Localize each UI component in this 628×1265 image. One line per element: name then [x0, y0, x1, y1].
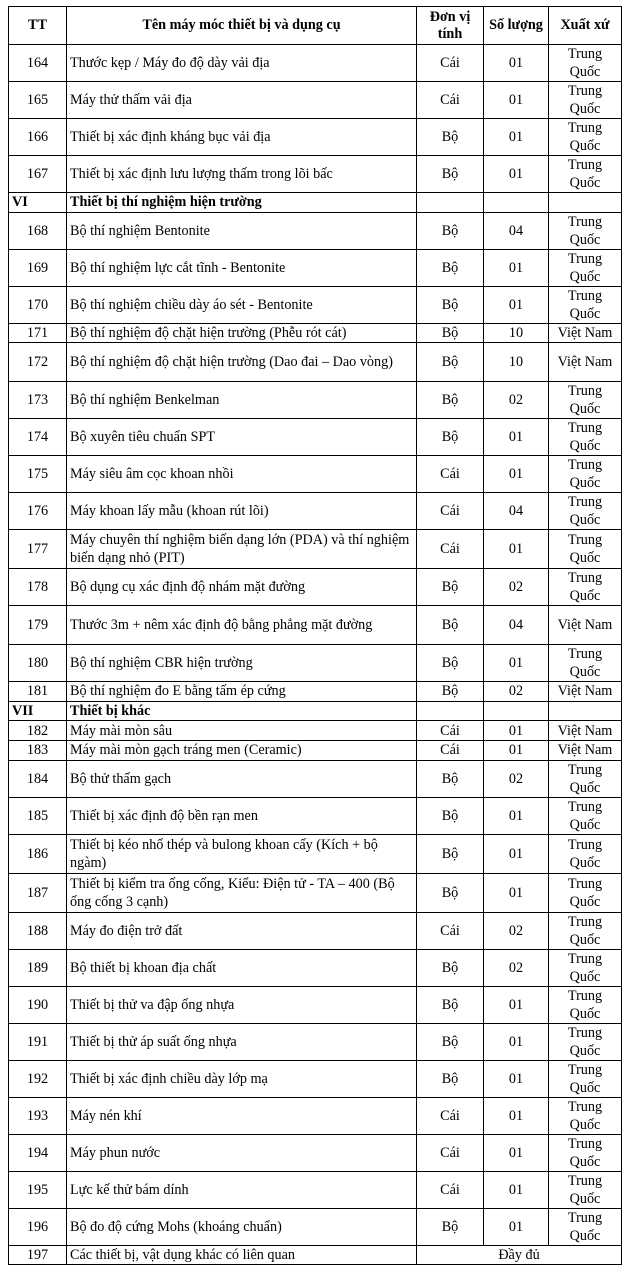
unit-cell: Bộ — [417, 873, 484, 912]
row-number: 169 — [9, 249, 67, 286]
row-number: 181 — [9, 682, 67, 702]
row-number: 193 — [9, 1097, 67, 1134]
unit-cell: Bộ — [417, 382, 484, 419]
origin-cell: Trung Quốc — [549, 530, 622, 569]
unit-cell: Bộ — [417, 156, 484, 193]
row-number: 188 — [9, 912, 67, 949]
row-number: 185 — [9, 797, 67, 834]
quantity-cell: 04 — [484, 493, 549, 530]
equipment-name: Bộ thí nghiệm chiều dày áo sét - Bentonite — [67, 286, 417, 323]
section-number: VII — [9, 701, 67, 721]
equipment-name: Máy chuyên thí nghiệm biến dạng lớn (PDA) và thí nghiệm biến dạng nhỏ (PIT) — [67, 530, 417, 569]
table-row — [9, 873, 622, 912]
origin-cell: Trung Quốc — [549, 797, 622, 834]
equipment-name: Bộ thử thấm gạch — [67, 760, 417, 797]
table-row — [9, 1171, 622, 1208]
quantity-cell: 02 — [484, 912, 549, 949]
table-row — [9, 760, 622, 797]
table-row — [9, 569, 622, 606]
row-number: 166 — [9, 119, 67, 156]
unit-cell: Cái — [417, 493, 484, 530]
table-row — [9, 419, 622, 456]
equipment-name: Máy mài mòn gạch tráng men (Ceramic) — [67, 740, 417, 760]
unit-cell: Bộ — [417, 343, 484, 382]
unit-cell: Cái — [417, 530, 484, 569]
row-number: 167 — [9, 156, 67, 193]
row-number: 170 — [9, 286, 67, 323]
table-row — [9, 834, 622, 873]
unit-cell: Bộ — [417, 682, 484, 702]
section-row — [9, 193, 622, 213]
row-number: 183 — [9, 740, 67, 760]
quantity-cell: 01 — [484, 119, 549, 156]
origin-cell: Trung Quốc — [549, 1208, 622, 1245]
origin-cell: Trung Quốc — [549, 419, 622, 456]
origin-cell: Trung Quốc — [549, 212, 622, 249]
equipment-name: Bộ thí nghiệm Benkelman — [67, 382, 417, 419]
quantity-cell: 02 — [484, 569, 549, 606]
table-row — [9, 1134, 622, 1171]
quantity-cell: 04 — [484, 606, 549, 645]
empty-cell — [549, 193, 622, 213]
table-row — [9, 1023, 622, 1060]
origin-cell: Trung Quốc — [549, 249, 622, 286]
origin-cell: Trung Quốc — [549, 834, 622, 873]
origin-cell: Trung Quốc — [549, 760, 622, 797]
empty-cell — [549, 701, 622, 721]
table-row — [9, 323, 622, 343]
quantity-cell: 01 — [484, 1060, 549, 1097]
origin-cell: Trung Quốc — [549, 912, 622, 949]
equipment-name: Máy mài mòn sâu — [67, 721, 417, 741]
origin-cell: Việt Nam — [549, 721, 622, 741]
quantity-cell: 01 — [484, 456, 549, 493]
origin-cell: Việt Nam — [549, 323, 622, 343]
origin-cell: Trung Quốc — [549, 569, 622, 606]
quantity-cell: 01 — [484, 1097, 549, 1134]
quantity-cell: 01 — [484, 249, 549, 286]
origin-cell: Trung Quốc — [549, 873, 622, 912]
quantity-cell: 01 — [484, 645, 549, 682]
unit-cell: Cái — [417, 1171, 484, 1208]
origin-cell: Trung Quốc — [549, 156, 622, 193]
table-row — [9, 530, 622, 569]
row-number: 180 — [9, 645, 67, 682]
row-number: 172 — [9, 343, 67, 382]
origin-cell: Việt Nam — [549, 343, 622, 382]
row-number: 171 — [9, 323, 67, 343]
table-body — [9, 45, 622, 1265]
unit-cell: Cái — [417, 721, 484, 741]
quantity-cell: 01 — [484, 721, 549, 741]
table-row — [9, 645, 622, 682]
equipment-name: Các thiết bị, vật dụng khác có liên quan — [67, 1245, 417, 1265]
quantity-cell: 01 — [484, 156, 549, 193]
row-number: 175 — [9, 456, 67, 493]
origin-cell: Việt Nam — [549, 740, 622, 760]
section-title: Thiết bị khác — [67, 701, 417, 721]
equipment-name: Máy đo điện trở đất — [67, 912, 417, 949]
row-number: 182 — [9, 721, 67, 741]
unit-cell: Bộ — [417, 249, 484, 286]
unit-cell: Cái — [417, 740, 484, 760]
equipment-name: Thiết bị xác định lưu lượng thấm trong lõi bấc — [67, 156, 417, 193]
header-qty: Số lượng — [484, 7, 549, 45]
quantity-cell: 01 — [484, 530, 549, 569]
row-number: 186 — [9, 834, 67, 873]
origin-cell: Trung Quốc — [549, 949, 622, 986]
equipment-name: Bộ thiết bị khoan địa chất — [67, 949, 417, 986]
origin-cell: Trung Quốc — [549, 45, 622, 82]
equipment-name: Máy phun nước — [67, 1134, 417, 1171]
row-number: 194 — [9, 1134, 67, 1171]
quantity-cell: 01 — [484, 740, 549, 760]
row-note: Đầy đủ — [417, 1245, 622, 1265]
table-row — [9, 1245, 622, 1265]
quantity-cell: 01 — [484, 82, 549, 119]
row-number: 165 — [9, 82, 67, 119]
equipment-name: Máy nén khí — [67, 1097, 417, 1134]
origin-cell: Trung Quốc — [549, 1171, 622, 1208]
row-number: 177 — [9, 530, 67, 569]
origin-cell: Trung Quốc — [549, 493, 622, 530]
quantity-cell: 01 — [484, 986, 549, 1023]
unit-cell: Cái — [417, 1134, 484, 1171]
empty-cell — [484, 701, 549, 721]
row-number: 173 — [9, 382, 67, 419]
equipment-name: Thiết bị kiểm tra ống cống, Kiểu: Điện tử - TA – 400 (Bộ ống cống 3 cạnh) — [67, 873, 417, 912]
equipment-name: Bộ thí nghiệm độ chặt hiện trường (Dao đai – Dao vòng) — [67, 343, 417, 382]
row-number: 195 — [9, 1171, 67, 1208]
table-row — [9, 249, 622, 286]
row-number: 174 — [9, 419, 67, 456]
table-row — [9, 1060, 622, 1097]
equipment-name: Máy thử thấm vải địa — [67, 82, 417, 119]
row-number: 176 — [9, 493, 67, 530]
origin-cell: Trung Quốc — [549, 986, 622, 1023]
unit-cell: Cái — [417, 82, 484, 119]
table-row — [9, 212, 622, 249]
quantity-cell: 02 — [484, 682, 549, 702]
table-row — [9, 606, 622, 645]
origin-cell: Trung Quốc — [549, 1097, 622, 1134]
quantity-cell: 01 — [484, 286, 549, 323]
quantity-cell: 04 — [484, 212, 549, 249]
quantity-cell: 10 — [484, 343, 549, 382]
equipment-name: Thước kẹp / Máy đo độ dày vải địa — [67, 45, 417, 82]
table-row — [9, 912, 622, 949]
unit-cell: Cái — [417, 1097, 484, 1134]
table-row — [9, 156, 622, 193]
equipment-name: Bộ thí nghiệm đo E bằng tấm ép cứng — [67, 682, 417, 702]
quantity-cell: 02 — [484, 949, 549, 986]
table-row — [9, 682, 622, 702]
equipment-name: Thiết bị xác định độ bền rạn men — [67, 797, 417, 834]
origin-cell: Trung Quốc — [549, 456, 622, 493]
equipment-name: Thiết bị xác định chiều dày lớp mạ — [67, 1060, 417, 1097]
quantity-cell: 01 — [484, 873, 549, 912]
equipment-name: Lực kế thử bám dính — [67, 1171, 417, 1208]
unit-cell: Bộ — [417, 760, 484, 797]
unit-cell: Bộ — [417, 1060, 484, 1097]
table-row — [9, 286, 622, 323]
quantity-cell: 01 — [484, 834, 549, 873]
quantity-cell: 01 — [484, 1023, 549, 1060]
origin-cell: Trung Quốc — [549, 382, 622, 419]
row-number: 184 — [9, 760, 67, 797]
row-number: 196 — [9, 1208, 67, 1245]
header-name: Tên máy móc thiết bị và dụng cụ — [67, 7, 417, 45]
quantity-cell: 01 — [484, 797, 549, 834]
quantity-cell: 10 — [484, 323, 549, 343]
quantity-cell: 01 — [484, 1171, 549, 1208]
unit-cell: Bộ — [417, 834, 484, 873]
origin-cell: Trung Quốc — [549, 286, 622, 323]
row-number: 192 — [9, 1060, 67, 1097]
unit-cell: Cái — [417, 912, 484, 949]
row-number: 178 — [9, 569, 67, 606]
unit-cell: Bộ — [417, 119, 484, 156]
quantity-cell: 02 — [484, 760, 549, 797]
unit-cell: Bộ — [417, 323, 484, 343]
table-row — [9, 986, 622, 1023]
row-number: 189 — [9, 949, 67, 986]
quantity-cell: 01 — [484, 1208, 549, 1245]
section-row — [9, 701, 622, 721]
row-number: 168 — [9, 212, 67, 249]
origin-cell: Trung Quốc — [549, 1023, 622, 1060]
table-row — [9, 382, 622, 419]
equipment-name: Máy siêu âm cọc khoan nhồi — [67, 456, 417, 493]
origin-cell: Việt Nam — [549, 682, 622, 702]
equipment-name: Bộ thí nghiệm CBR hiện trường — [67, 645, 417, 682]
unit-cell: Cái — [417, 456, 484, 493]
unit-cell: Bộ — [417, 212, 484, 249]
equipment-name: Bộ thí nghiệm lực cắt tĩnh - Bentonite — [67, 249, 417, 286]
equipment-name: Bộ đo độ cứng Mohs (khoáng chuẩn) — [67, 1208, 417, 1245]
origin-cell: Trung Quốc — [549, 645, 622, 682]
quantity-cell: 01 — [484, 45, 549, 82]
empty-cell — [417, 193, 484, 213]
row-number: 190 — [9, 986, 67, 1023]
quantity-cell: 01 — [484, 419, 549, 456]
origin-cell: Trung Quốc — [549, 82, 622, 119]
table-header-row — [9, 7, 622, 45]
section-title: Thiết bị thí nghiệm hiện trường — [67, 193, 417, 213]
unit-cell: Bộ — [417, 1208, 484, 1245]
equipment-name: Bộ thí nghiệm độ chặt hiện trường (Phễu rót cát) — [67, 323, 417, 343]
origin-cell: Trung Quốc — [549, 119, 622, 156]
unit-cell: Bộ — [417, 286, 484, 323]
unit-cell: Bộ — [417, 419, 484, 456]
header-origin: Xuất xứ — [549, 7, 622, 45]
table-row — [9, 343, 622, 382]
unit-cell: Bộ — [417, 569, 484, 606]
unit-cell: Bộ — [417, 1023, 484, 1060]
section-number: VI — [9, 193, 67, 213]
row-number: 187 — [9, 873, 67, 912]
header-unit: Đơn vị tính — [417, 7, 484, 45]
equipment-name: Thiết bị thử áp suất ống nhựa — [67, 1023, 417, 1060]
table-row — [9, 949, 622, 986]
origin-cell: Trung Quốc — [549, 1060, 622, 1097]
equipment-name: Thiết bị xác định kháng bục vải địa — [67, 119, 417, 156]
table-row — [9, 1097, 622, 1134]
equipment-name: Bộ dụng cụ xác định độ nhám mặt đường — [67, 569, 417, 606]
unit-cell: Bộ — [417, 606, 484, 645]
table-row — [9, 721, 622, 741]
origin-cell: Trung Quốc — [549, 1134, 622, 1171]
equipment-name: Thiết bị thử va đập ống nhựa — [67, 986, 417, 1023]
equipment-name: Thước 3m + nêm xác định độ bằng phẳng mặt đường — [67, 606, 417, 645]
equipment-table — [8, 6, 622, 1265]
table-row — [9, 797, 622, 834]
unit-cell: Cái — [417, 45, 484, 82]
equipment-name: Bộ xuyên tiêu chuẩn SPT — [67, 419, 417, 456]
table-row — [9, 456, 622, 493]
table-row — [9, 82, 622, 119]
row-number: 179 — [9, 606, 67, 645]
equipment-name: Máy khoan lấy mẫu (khoan rút lõi) — [67, 493, 417, 530]
equipment-name: Bộ thí nghiệm Bentonite — [67, 212, 417, 249]
table-row — [9, 1208, 622, 1245]
equipment-name: Thiết bị kéo nhổ thép và bulong khoan cấy (Kích + bộ ngàm) — [67, 834, 417, 873]
row-number: 164 — [9, 45, 67, 82]
empty-cell — [484, 193, 549, 213]
empty-cell — [417, 701, 484, 721]
quantity-cell: 01 — [484, 1134, 549, 1171]
table-row — [9, 493, 622, 530]
unit-cell: Bộ — [417, 949, 484, 986]
table-row — [9, 119, 622, 156]
unit-cell: Bộ — [417, 645, 484, 682]
table-row — [9, 740, 622, 760]
row-number: 197 — [9, 1245, 67, 1265]
unit-cell: Bộ — [417, 797, 484, 834]
table-row — [9, 45, 622, 82]
unit-cell: Bộ — [417, 986, 484, 1023]
header-tt: TT — [9, 7, 67, 45]
origin-cell: Việt Nam — [549, 606, 622, 645]
quantity-cell: 02 — [484, 382, 549, 419]
row-number: 191 — [9, 1023, 67, 1060]
